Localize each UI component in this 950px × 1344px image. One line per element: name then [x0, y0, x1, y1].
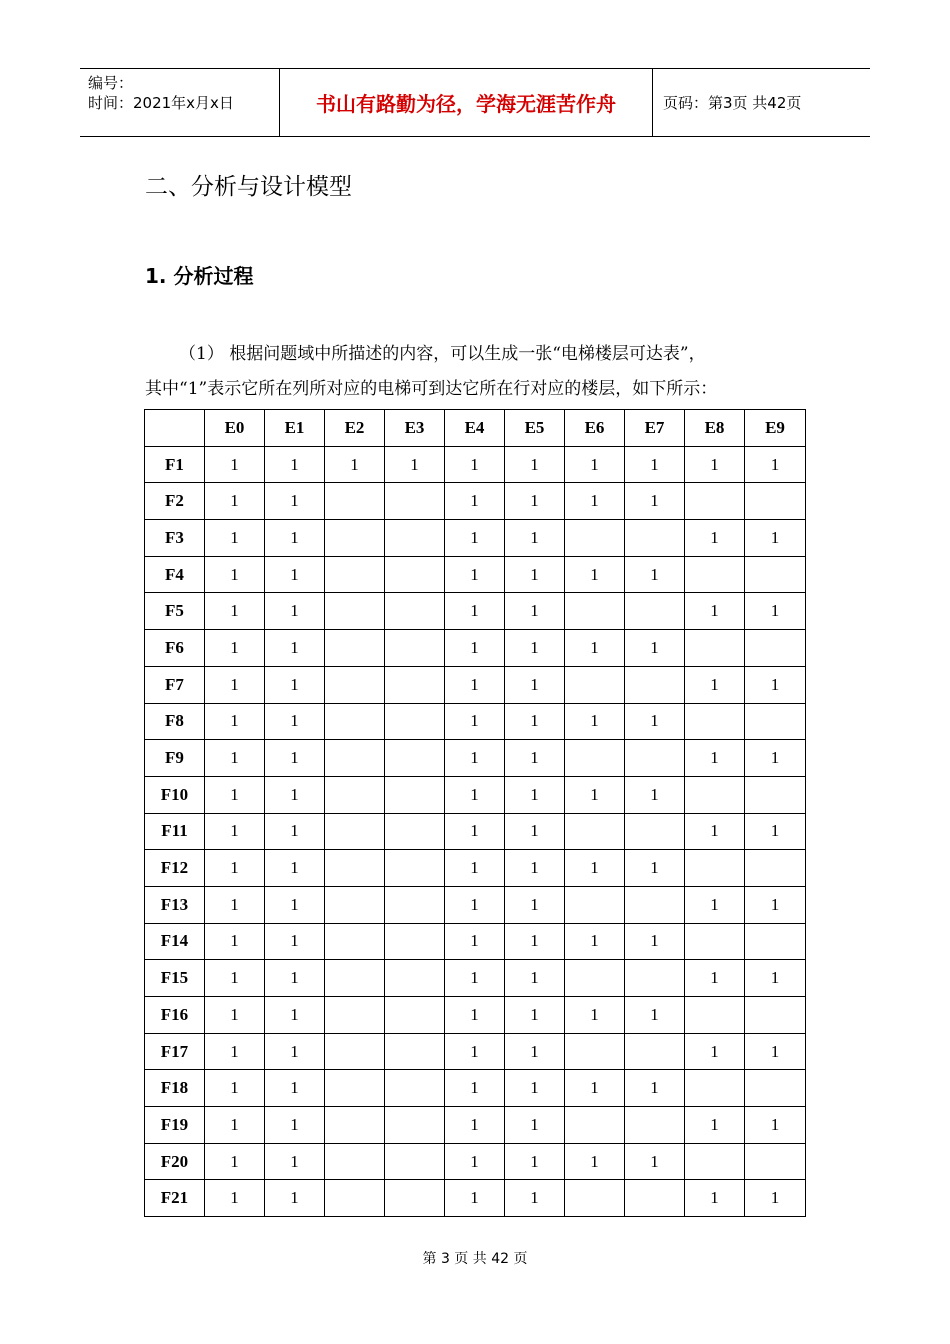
table-cell — [565, 960, 625, 997]
table-cell: 1 — [565, 483, 625, 520]
table-cell: 1 — [565, 556, 625, 593]
header-motto: 书山有路勤为径，学海无涯苦作舟 — [280, 69, 653, 136]
table-cell: 1 — [325, 446, 385, 483]
table-cell — [385, 813, 445, 850]
table-row — [145, 997, 806, 1034]
table-cell: 1 — [625, 630, 685, 667]
table-row — [145, 1143, 806, 1180]
table-cell — [385, 1033, 445, 1070]
table-cell — [625, 1107, 685, 1144]
table-cell — [745, 483, 806, 520]
column-header: E9 — [745, 410, 806, 447]
table-cell: 1 — [505, 520, 565, 557]
table-cell: 1 — [445, 1033, 505, 1070]
table-cell — [385, 1180, 445, 1217]
table-cell: 1 — [265, 813, 325, 850]
table-cell: 1 — [625, 1143, 685, 1180]
table-row — [145, 923, 806, 960]
table-row — [145, 593, 806, 630]
column-header: E7 — [625, 410, 685, 447]
column-header: E0 — [205, 410, 265, 447]
row-header: F21 — [145, 1180, 205, 1217]
column-header: E8 — [685, 410, 745, 447]
table-cell: 1 — [505, 1033, 565, 1070]
table-cell: 1 — [505, 960, 565, 997]
header-page-info: 页码：第3页 共42页 — [663, 94, 802, 112]
table-row — [145, 850, 806, 887]
table-cell: 1 — [565, 997, 625, 1034]
table-cell: 1 — [445, 703, 505, 740]
table-cell: 1 — [505, 740, 565, 777]
table-cell: 1 — [445, 666, 505, 703]
table-cell: 1 — [445, 960, 505, 997]
table-cell — [685, 703, 745, 740]
table-cell: 1 — [565, 630, 625, 667]
table-cell: 1 — [265, 666, 325, 703]
row-header: F12 — [145, 850, 205, 887]
table-cell: 1 — [265, 776, 325, 813]
table-cell: 1 — [625, 850, 685, 887]
table-cell — [385, 666, 445, 703]
table-cell: 1 — [505, 1070, 565, 1107]
table-cell: 1 — [445, 1180, 505, 1217]
table-header-row — [145, 410, 806, 447]
table-cell — [745, 850, 806, 887]
table-cell: 1 — [445, 923, 505, 960]
table-cell — [685, 923, 745, 960]
table-cell: 1 — [205, 850, 265, 887]
table-cell: 1 — [205, 1033, 265, 1070]
table-row — [145, 1033, 806, 1070]
table-cell — [325, 886, 385, 923]
table-cell: 1 — [565, 446, 625, 483]
table-cell: 1 — [505, 997, 565, 1034]
table-row — [145, 813, 806, 850]
table-row — [145, 703, 806, 740]
row-header: F13 — [145, 886, 205, 923]
table-cell: 1 — [205, 740, 265, 777]
table-cell — [625, 813, 685, 850]
column-header: E4 — [445, 410, 505, 447]
table-cell — [325, 923, 385, 960]
table-cell: 1 — [265, 703, 325, 740]
table-cell: 1 — [685, 886, 745, 923]
table-cell: 1 — [505, 556, 565, 593]
table-cell — [385, 740, 445, 777]
table-cell: 1 — [745, 446, 806, 483]
table-cell: 1 — [205, 703, 265, 740]
table-cell: 1 — [205, 1143, 265, 1180]
subsection-title: 1. 分析过程 — [145, 264, 254, 288]
table-row — [145, 740, 806, 777]
table-cell: 1 — [565, 776, 625, 813]
table-cell — [565, 593, 625, 630]
elevator-floor-table — [144, 409, 806, 1217]
table-cell: 1 — [565, 923, 625, 960]
table-cell — [385, 850, 445, 887]
table-cell: 1 — [745, 1180, 806, 1217]
table-cell: 1 — [625, 556, 685, 593]
table-cell — [625, 960, 685, 997]
table-cell: 1 — [265, 1143, 325, 1180]
table-cell: 1 — [205, 923, 265, 960]
table-cell — [325, 1143, 385, 1180]
table-cell: 1 — [745, 960, 806, 997]
table-cell: 1 — [205, 886, 265, 923]
row-header: F10 — [145, 776, 205, 813]
row-header: F8 — [145, 703, 205, 740]
table-cell: 1 — [745, 1033, 806, 1070]
column-header: E3 — [385, 410, 445, 447]
table-cell: 1 — [505, 593, 565, 630]
table-cell: 1 — [205, 1070, 265, 1107]
table-cell: 1 — [265, 997, 325, 1034]
table-cell — [625, 666, 685, 703]
table-cell: 1 — [265, 1070, 325, 1107]
table-cell: 1 — [445, 520, 505, 557]
table-cell: 1 — [445, 997, 505, 1034]
column-header: E2 — [325, 410, 385, 447]
table-cell — [385, 1107, 445, 1144]
table-cell — [385, 1070, 445, 1107]
row-header: F9 — [145, 740, 205, 777]
table-cell: 1 — [205, 776, 265, 813]
table-cell: 1 — [565, 703, 625, 740]
table-cell: 1 — [505, 1180, 565, 1217]
table-cell — [625, 520, 685, 557]
table-cell — [385, 886, 445, 923]
table-cell — [625, 1180, 685, 1217]
table-cell — [625, 740, 685, 777]
table-cell — [325, 740, 385, 777]
table-cell — [385, 556, 445, 593]
table-cell: 1 — [445, 1070, 505, 1107]
table-cell: 1 — [265, 556, 325, 593]
table-cell: 1 — [505, 776, 565, 813]
table-row — [145, 776, 806, 813]
row-header: F14 — [145, 923, 205, 960]
table-cell: 1 — [445, 813, 505, 850]
row-header: F20 — [145, 1143, 205, 1180]
section-title: 二、分析与设计模型 — [145, 174, 352, 200]
table-cell — [385, 997, 445, 1034]
table-cell — [685, 997, 745, 1034]
table-cell: 1 — [205, 960, 265, 997]
table-cell: 1 — [565, 1070, 625, 1107]
row-header: F2 — [145, 483, 205, 520]
table-cell: 1 — [265, 593, 325, 630]
table-cell — [685, 1070, 745, 1107]
table-cell — [325, 776, 385, 813]
table-cell: 1 — [265, 446, 325, 483]
row-header: F4 — [145, 556, 205, 593]
row-header: F1 — [145, 446, 205, 483]
table-cell: 1 — [745, 813, 806, 850]
table-cell — [325, 813, 385, 850]
column-header: E5 — [505, 410, 565, 447]
table-cell: 1 — [205, 520, 265, 557]
table-cell: 1 — [625, 923, 685, 960]
table-cell: 1 — [505, 666, 565, 703]
table-cell: 1 — [265, 886, 325, 923]
table-cell — [685, 776, 745, 813]
paragraph-intro: （1） 根据问题域中所描述的内容，可以生成一张“电梯楼层可达表”， — [179, 344, 706, 364]
table-cell — [325, 997, 385, 1034]
header-meta — [80, 69, 280, 136]
table-cell — [625, 1033, 685, 1070]
table-cell — [325, 1070, 385, 1107]
table-cell: 1 — [625, 483, 685, 520]
row-header: F6 — [145, 630, 205, 667]
table-cell: 1 — [205, 813, 265, 850]
row-header: F7 — [145, 666, 205, 703]
table-cell: 1 — [745, 520, 806, 557]
table-cell: 1 — [445, 776, 505, 813]
table-cell: 1 — [265, 483, 325, 520]
table-cell: 1 — [685, 520, 745, 557]
table-cell: 1 — [205, 666, 265, 703]
table-cell — [685, 556, 745, 593]
table-cell: 1 — [205, 997, 265, 1034]
table-body — [145, 446, 806, 1216]
table-cell — [745, 556, 806, 593]
table-cell — [565, 886, 625, 923]
table-cell — [325, 630, 385, 667]
table-cell: 1 — [385, 446, 445, 483]
table-cell: 1 — [205, 593, 265, 630]
table-cell: 1 — [505, 886, 565, 923]
table-cell: 1 — [445, 1143, 505, 1180]
table-cell: 1 — [685, 666, 745, 703]
table-cell: 1 — [505, 1107, 565, 1144]
table-cell — [745, 776, 806, 813]
table-cell — [325, 703, 385, 740]
table-cell: 1 — [685, 740, 745, 777]
table-cell — [745, 630, 806, 667]
row-header: F17 — [145, 1033, 205, 1070]
table-row — [145, 1180, 806, 1217]
table-cell — [565, 1107, 625, 1144]
table-cell — [325, 1107, 385, 1144]
table-cell: 1 — [745, 740, 806, 777]
table-cell: 1 — [505, 813, 565, 850]
table-cell — [565, 520, 625, 557]
table-cell — [325, 850, 385, 887]
row-header: F5 — [145, 593, 205, 630]
table-cell: 1 — [445, 483, 505, 520]
row-header: F3 — [145, 520, 205, 557]
table-cell — [325, 666, 385, 703]
table-cell: 1 — [445, 630, 505, 667]
table-cell — [385, 703, 445, 740]
table-cell: 1 — [505, 446, 565, 483]
table-cell: 1 — [745, 886, 806, 923]
table-cell: 1 — [445, 740, 505, 777]
table-cell: 1 — [745, 1107, 806, 1144]
table-cell: 1 — [685, 1107, 745, 1144]
table-cell: 1 — [505, 483, 565, 520]
row-header: F18 — [145, 1070, 205, 1107]
table-row — [145, 483, 806, 520]
table-cell: 1 — [685, 446, 745, 483]
table-row — [145, 630, 806, 667]
table-cell — [325, 556, 385, 593]
page-footer: 第 3 页 共 42 页 — [422, 1251, 528, 1267]
table-cell — [385, 923, 445, 960]
table-cell — [325, 483, 385, 520]
table-row — [145, 556, 806, 593]
table-cell — [325, 593, 385, 630]
table-cell — [685, 630, 745, 667]
table-cell — [565, 813, 625, 850]
table-cell: 1 — [205, 1180, 265, 1217]
table-cell: 1 — [565, 1143, 625, 1180]
table-cell — [385, 776, 445, 813]
table-cell: 1 — [565, 850, 625, 887]
table-cell — [625, 886, 685, 923]
row-header: F15 — [145, 960, 205, 997]
table-cell: 1 — [205, 630, 265, 667]
row-header: F19 — [145, 1107, 205, 1144]
table-cell: 1 — [445, 886, 505, 923]
table-cell: 1 — [205, 483, 265, 520]
table-cell: 1 — [685, 593, 745, 630]
header-date: 时间：2021年x月x日 — [88, 94, 234, 112]
table-cell — [385, 593, 445, 630]
table-cell — [385, 960, 445, 997]
table-cell: 1 — [205, 556, 265, 593]
table-cell — [745, 1143, 806, 1180]
table-row — [145, 886, 806, 923]
table-cell — [325, 1180, 385, 1217]
table-cell: 1 — [745, 666, 806, 703]
table-row — [145, 960, 806, 997]
table-row — [145, 666, 806, 703]
table-cell: 1 — [625, 446, 685, 483]
table-cell: 1 — [265, 1180, 325, 1217]
table-cell: 1 — [445, 850, 505, 887]
column-header: E6 — [565, 410, 625, 447]
table-cell — [685, 483, 745, 520]
page-header — [80, 68, 870, 137]
table-cell — [325, 1033, 385, 1070]
table-cell: 1 — [205, 1107, 265, 1144]
table-row — [145, 446, 806, 483]
table-cell: 1 — [685, 813, 745, 850]
table-cell: 1 — [265, 520, 325, 557]
table-cell: 1 — [625, 776, 685, 813]
table-row — [145, 1107, 806, 1144]
header-number-label: 编号： — [88, 74, 134, 92]
table-cell: 1 — [685, 960, 745, 997]
table-cell: 1 — [445, 1107, 505, 1144]
table-cell — [385, 630, 445, 667]
table-cell: 1 — [265, 1107, 325, 1144]
table-cell: 1 — [205, 446, 265, 483]
table-cell: 1 — [265, 923, 325, 960]
table-cell: 1 — [505, 1143, 565, 1180]
table-cell: 1 — [505, 703, 565, 740]
table-cell — [565, 1180, 625, 1217]
table-cell: 1 — [445, 556, 505, 593]
table-row — [145, 1070, 806, 1107]
table-cell — [745, 997, 806, 1034]
table-cell — [685, 850, 745, 887]
table-cell: 1 — [685, 1180, 745, 1217]
table-cell: 1 — [685, 1033, 745, 1070]
table-cell — [685, 1143, 745, 1180]
table-cell — [565, 740, 625, 777]
table-cell: 1 — [625, 1070, 685, 1107]
table-cell: 1 — [505, 923, 565, 960]
row-header: F16 — [145, 997, 205, 1034]
table-cell: 1 — [265, 630, 325, 667]
table-row — [145, 520, 806, 557]
table-cell: 1 — [505, 850, 565, 887]
table-cell: 1 — [625, 997, 685, 1034]
table-cell — [745, 703, 806, 740]
row-header: F11 — [145, 813, 205, 850]
table-cell — [385, 520, 445, 557]
table-cell: 1 — [625, 703, 685, 740]
table-corner-cell — [145, 410, 205, 447]
table-cell — [745, 1070, 806, 1107]
table-cell: 1 — [265, 850, 325, 887]
table-cell: 1 — [265, 960, 325, 997]
table-cell: 1 — [745, 593, 806, 630]
table-cell: 1 — [445, 446, 505, 483]
column-header: E1 — [265, 410, 325, 447]
table-cell: 1 — [445, 593, 505, 630]
table-cell — [565, 666, 625, 703]
table-cell — [565, 1033, 625, 1070]
table-cell — [625, 593, 685, 630]
table-cell — [325, 960, 385, 997]
table-cell: 1 — [265, 1033, 325, 1070]
table-cell: 1 — [265, 740, 325, 777]
table-cell — [385, 1143, 445, 1180]
paragraph-explanation: 其中“1”表示它所在列所对应的电梯可到达它所在行对应的楼层，如下所示： — [145, 379, 718, 399]
table-cell — [385, 483, 445, 520]
table-cell: 1 — [505, 630, 565, 667]
table-cell — [745, 923, 806, 960]
table-cell — [325, 520, 385, 557]
